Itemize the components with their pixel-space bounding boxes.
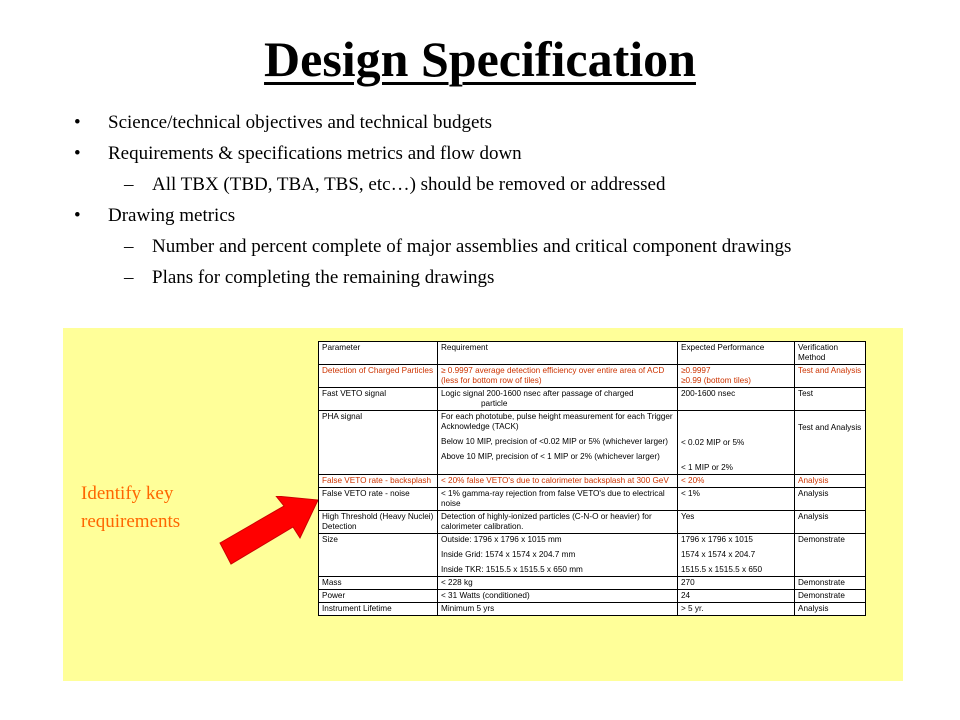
verification-cell: Demonstrate — [795, 590, 866, 603]
bullet-dot: • — [74, 112, 81, 133]
cell-line: < 1 MIP or 2% — [681, 463, 733, 472]
verification-cell: Analysis — [795, 511, 866, 534]
requirement-cell: < 20% false VETO's due to calorimeter backsplash at 300 GeV — [438, 475, 678, 488]
requirement-cell: < 1% gamma-ray rejection from false VETO's due to electrical noise — [438, 488, 678, 511]
table-row — [319, 388, 866, 411]
performance-cell — [678, 411, 795, 475]
param-cell: Instrument Lifetime — [319, 603, 438, 616]
header-cell: Requirement — [438, 342, 678, 365]
cell-line: particle — [481, 399, 508, 408]
slide-title: Design Specification — [264, 31, 696, 87]
sub-bullet-item — [74, 174, 914, 196]
performance-cell — [678, 534, 795, 577]
bullet-text: Drawing metrics — [108, 205, 236, 226]
callout-line: requirements — [81, 511, 181, 532]
cell-line: For each phototube, pulse height measurement for each Trigger Acknowledge (TACK) — [441, 412, 673, 431]
cell-line: < 0.02 MIP or 5% — [681, 438, 745, 447]
requirement-cell: < 228 kg — [438, 577, 678, 590]
callout-line: Identify key — [81, 483, 174, 504]
table-row — [319, 534, 866, 577]
performance-cell: 24 — [678, 590, 795, 603]
verification-cell: Analysis — [795, 603, 866, 616]
param-cell: False VETO rate - backsplash — [319, 475, 438, 488]
table-row — [319, 475, 866, 488]
table-row — [319, 511, 866, 534]
sub-bullet-item — [74, 267, 914, 289]
bullet-text: Science/technical objectives and technical budgets — [108, 112, 493, 133]
param-cell: Size — [319, 534, 438, 577]
param-cell: High Threshold (Heavy Nuclei) Detection — [319, 511, 438, 534]
verification-cell: Test and Analysis — [795, 411, 866, 475]
table-header-row — [319, 342, 866, 365]
performance-cell: < 20% — [678, 475, 795, 488]
verification-cell: Demonstrate — [795, 534, 866, 577]
header-cell: Verification Method — [795, 342, 866, 365]
cell-line: Outside: 1796 x 1796 x 1015 mm — [441, 535, 562, 544]
bullet-text: Requirements & specifications metrics and flow down — [108, 143, 522, 164]
verification-cell: Demonstrate — [795, 577, 866, 590]
requirement-cell: < 31 Watts (conditioned) — [438, 590, 678, 603]
sub-bullet-text: Number and percent complete of major assemblies and critical component drawings — [152, 236, 792, 257]
cell-line: 1515.5 x 1515.5 x 650 — [681, 565, 763, 574]
performance-cell: 270 — [678, 577, 795, 590]
bullet-dash: – — [124, 174, 134, 195]
requirement-cell: Minimum 5 yrs — [438, 603, 678, 616]
bullet-item — [74, 143, 914, 165]
red-arrow-icon — [218, 496, 328, 576]
sub-bullet-text: Plans for completing the remaining drawings — [152, 267, 495, 288]
cell-line: Inside Grid: 1574 x 1574 x 204.7 mm — [441, 550, 576, 559]
table-row — [319, 590, 866, 603]
performance-cell: > 5 yr. — [678, 603, 795, 616]
callout-text — [81, 480, 180, 536]
requirement-cell — [438, 411, 678, 475]
param-cell: Detection of Charged Particles — [319, 365, 438, 388]
param-cell: Power — [319, 590, 438, 603]
param-cell: Fast VETO signal — [319, 388, 438, 411]
table-row — [319, 577, 866, 590]
sub-bullet-text: All TBX (TBD, TBA, TBS, etc…) should be removed or addressed — [152, 174, 666, 195]
bullet-dot: • — [74, 205, 81, 226]
bullet-item — [74, 112, 914, 134]
table-row — [319, 603, 866, 616]
param-cell: PHA signal — [319, 411, 438, 475]
bullet-list — [74, 112, 914, 298]
header-cell: Expected Performance — [678, 342, 795, 365]
param-cell: False VETO rate - noise — [319, 488, 438, 511]
bullet-dot: • — [74, 143, 81, 164]
performance-cell: < 1% — [678, 488, 795, 511]
param-cell: Mass — [319, 577, 438, 590]
performance-cell: Yes — [678, 511, 795, 534]
header-cell: Parameter — [319, 342, 438, 365]
cell-line: Inside TKR: 1515.5 x 1515.5 x 650 mm — [441, 565, 583, 574]
performance-cell: 200-1600 nsec — [678, 388, 795, 411]
sub-bullet-item — [74, 236, 914, 258]
cell-line: ≥0.99 (bottom tiles) — [681, 376, 752, 385]
table-row — [319, 411, 866, 475]
requirement-cell — [438, 388, 678, 411]
cell-line: Above 10 MIP, precision of < 1 MIP or 2% (whichever larger) — [441, 452, 660, 461]
requirement-cell: ≥ 0.9997 average detection efficiency over entire area of ACD (less for bottom row of tiles) — [438, 365, 678, 388]
cell-line: Logic signal 200-1600 nsec after passage of charged — [441, 389, 634, 398]
performance-cell — [678, 365, 795, 388]
verification-cell: Analysis — [795, 488, 866, 511]
table-row — [319, 365, 866, 388]
verification-cell: Analysis — [795, 475, 866, 488]
requirement-cell: Detection of highly-ionized particles (C-N-O or heavier) for calorimeter calibration. — [438, 511, 678, 534]
cell-line: Below 10 MIP, precision of <0.02 MIP or 5% (whichever larger) — [441, 437, 669, 446]
requirements-table — [318, 341, 866, 616]
bullet-dash: – — [124, 236, 134, 257]
bullet-item — [74, 205, 914, 227]
cell-line: 1796 x 1796 x 1015 — [681, 535, 753, 544]
verification-cell: Test — [795, 388, 866, 411]
table-row — [319, 488, 866, 511]
verification-cell: Test and Analysis — [795, 365, 866, 388]
cell-line: ≥0.9997 — [681, 366, 711, 375]
cell-line: 1574 x 1574 x 204.7 — [681, 550, 756, 559]
requirement-cell — [438, 534, 678, 577]
bullet-dash: – — [124, 267, 134, 288]
